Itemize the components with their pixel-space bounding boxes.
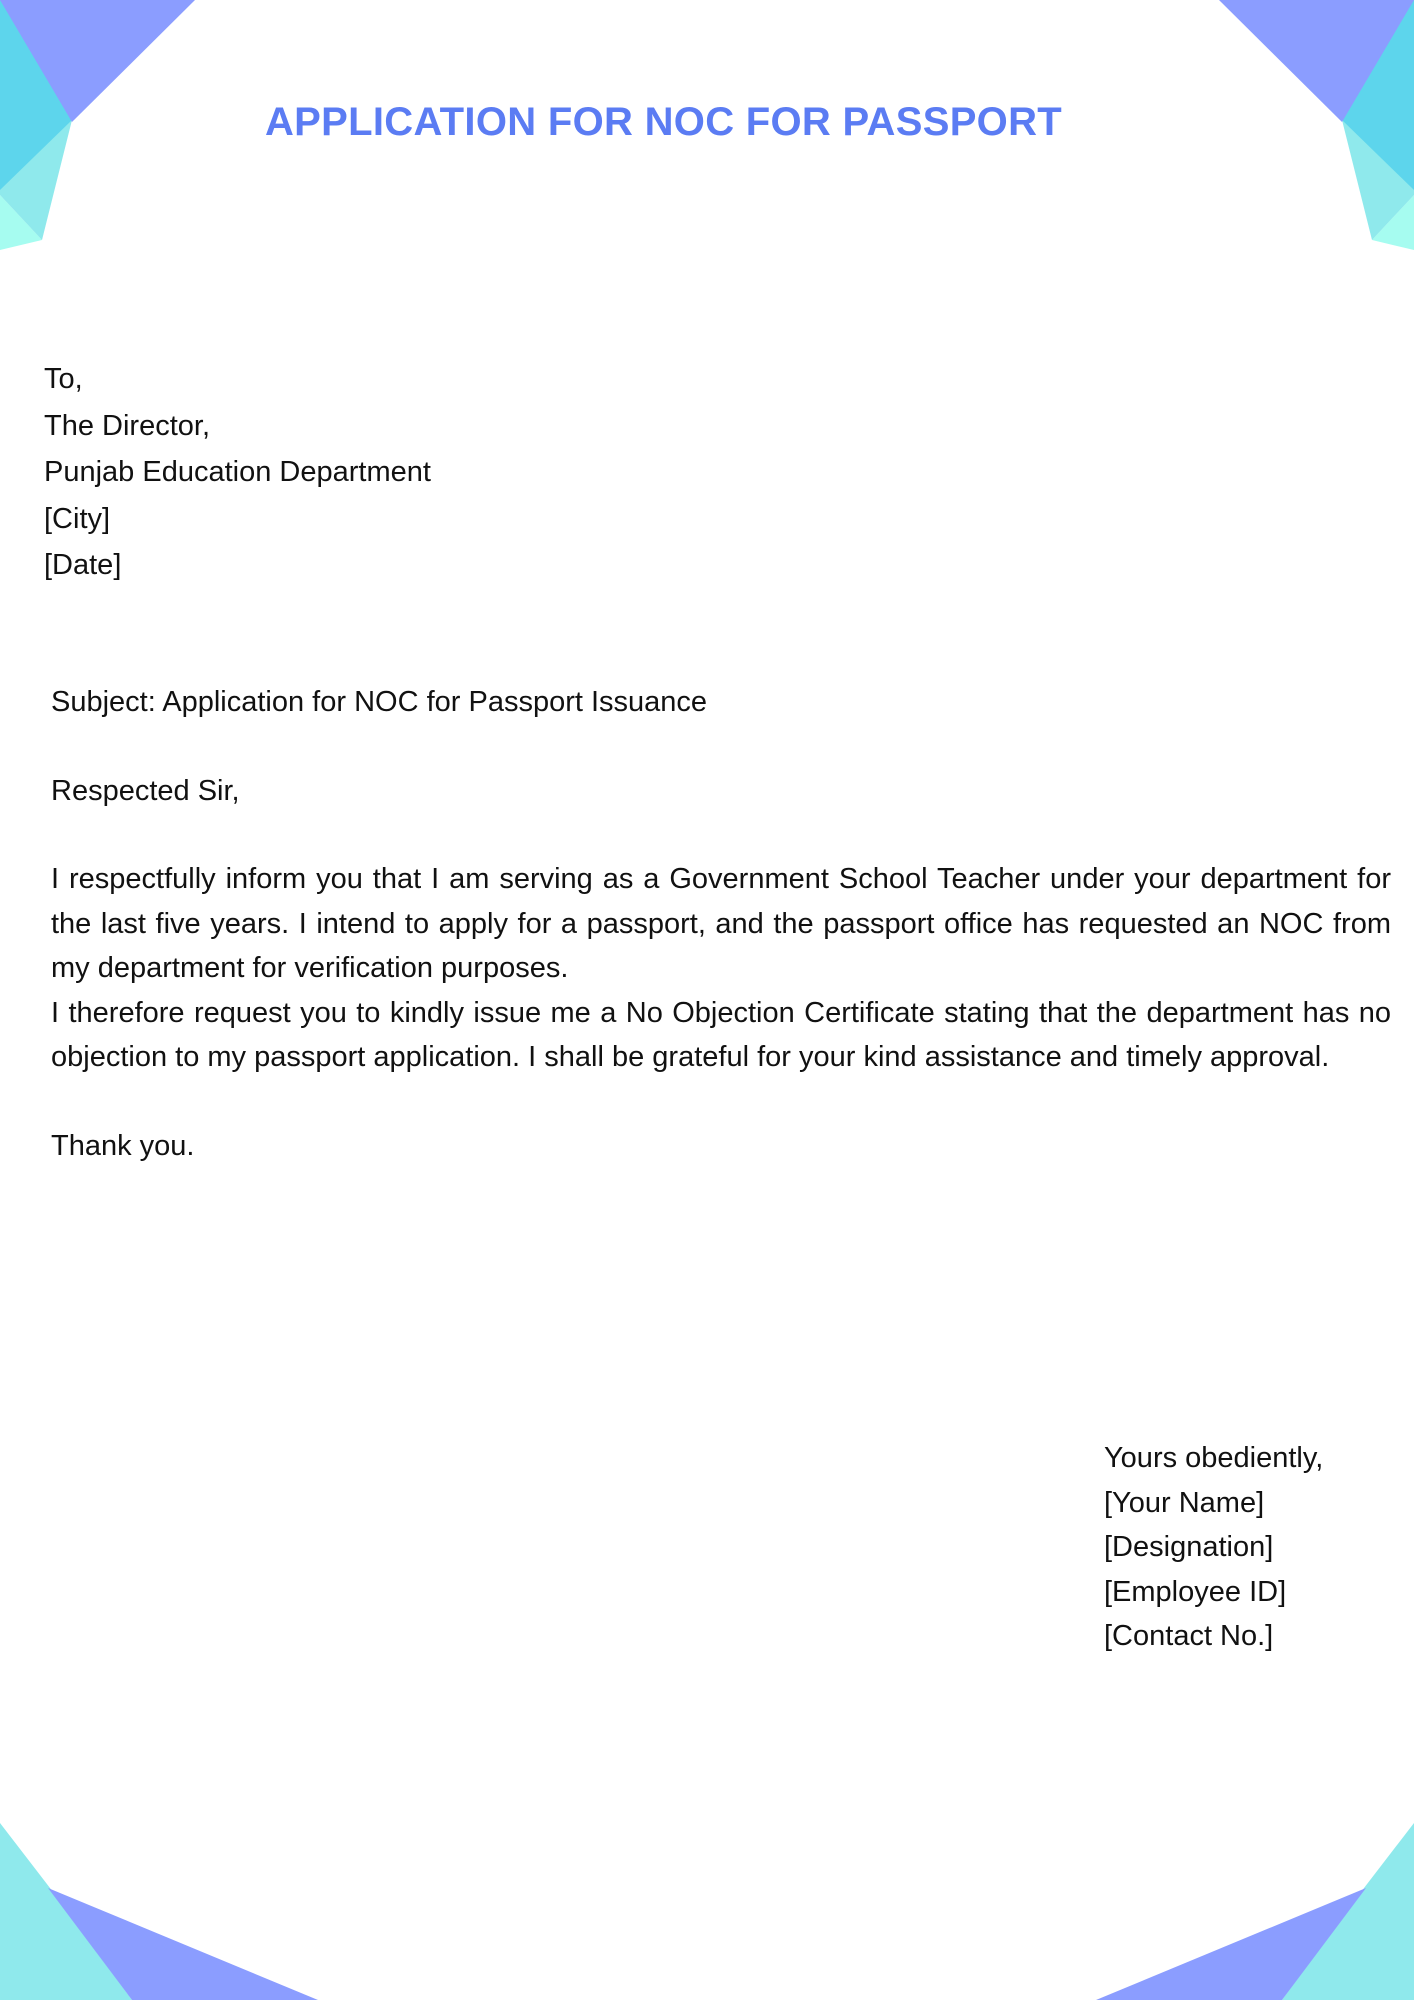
signature-line: [Designation] xyxy=(1104,1531,1274,1563)
signature-line: [Your Name] xyxy=(1104,1486,1265,1519)
signature-block xyxy=(1104,1436,1323,1659)
bottom-left-periwinkle-shape xyxy=(48,1888,318,2000)
signature-line: [Employee ID] xyxy=(1104,1575,1287,1608)
salutation: Respected Sir, xyxy=(51,774,240,807)
bottom-left-light-cyan-shape xyxy=(0,1823,132,2000)
top-left-mint-shape xyxy=(0,195,42,250)
recipient-line: [Date] xyxy=(44,549,122,581)
recipient-address xyxy=(44,356,431,589)
recipient-line: Punjab Education Department xyxy=(44,456,431,488)
body-paragraph: I therefore request you to kindly issue me a No Objection Certificate stating that the department has no objection to my passport application. I shall be grateful for your kind assistance and timely approval. xyxy=(51,996,1391,1073)
top-left-cyan-shape xyxy=(0,0,72,190)
document-title: APPLICATION FOR NOC FOR PASSPORT xyxy=(264,100,1063,144)
closing-line: Thank you. xyxy=(51,1129,195,1162)
letter-body xyxy=(51,680,1391,1168)
recipient-line: To, xyxy=(44,363,83,395)
subject-line: Subject: Application for NOC for Passport Issuance xyxy=(51,686,708,718)
top-right-light-cyan-shape xyxy=(1342,120,1414,240)
signature-line: Yours obediently, xyxy=(1104,1442,1324,1474)
signature-line: [Contact No.] xyxy=(1104,1620,1274,1652)
recipient-line: [City] xyxy=(44,502,111,535)
bottom-right-light-cyan-shape xyxy=(1282,1823,1414,2000)
recipient-line: The Director, xyxy=(44,409,210,442)
bottom-right-periwinkle-shape xyxy=(1096,1888,1366,2000)
body-paragraph: I respectfully inform you that I am serving as a Government School Teacher under your department for the last five years. I intend to apply for a passport, and the passport office has requested an NOC from my department for verification purposes. xyxy=(51,863,1391,984)
top-right-cyan-shape xyxy=(1342,0,1414,190)
top-right-mint-shape xyxy=(1372,195,1414,250)
